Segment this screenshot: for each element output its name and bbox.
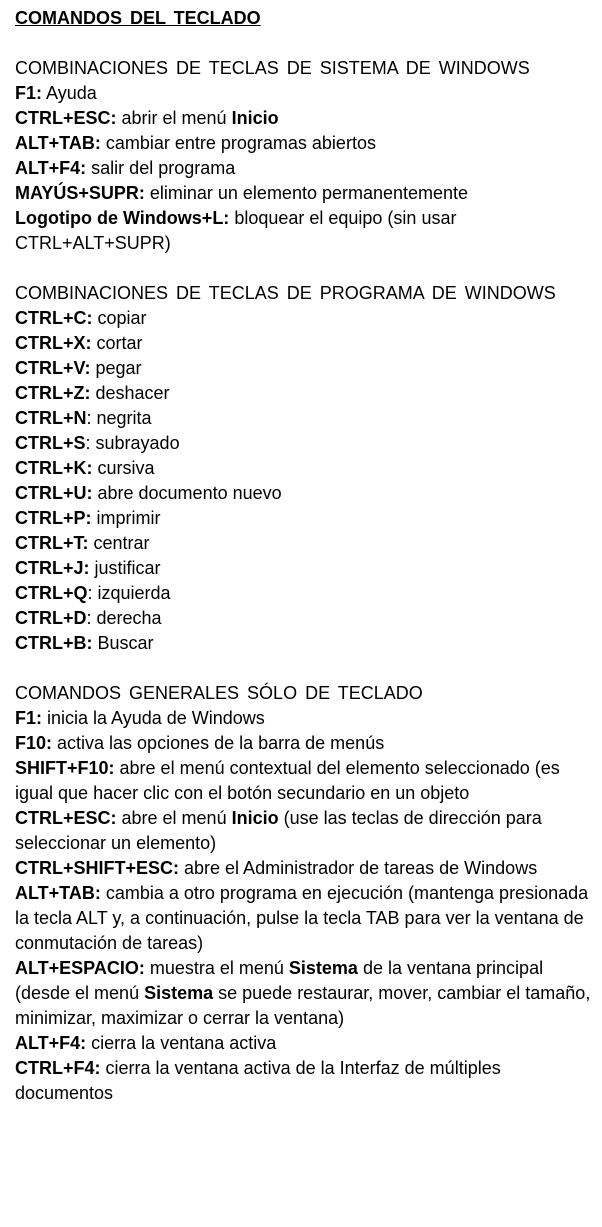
- shortcut-description: deshacer: [90, 383, 170, 403]
- shortcut-entry: [15, 406, 592, 431]
- shortcut-entry: [15, 856, 592, 881]
- shortcut-description: de la ventana principal (desde el menú: [15, 958, 544, 1003]
- section-spacer: [15, 256, 592, 281]
- shortcut-description: : derecha: [86, 608, 162, 628]
- shortcut-entry: [15, 356, 592, 381]
- document-title: COMANDOS DEL TECLADO: [15, 8, 261, 28]
- shortcut-key: CTRL+D: [15, 608, 87, 628]
- shortcut-key: CTRL+ESC:: [15, 108, 117, 128]
- shortcut-key: CTRL+F4:: [15, 1058, 101, 1078]
- shortcut-entry: [15, 156, 592, 181]
- shortcut-description: cambia a otro programa en ejecución (mantenga presionada la tecla ALT y, a continuación, pulse la tecla TAB para ver la ventana de conmutación de tareas): [15, 883, 589, 953]
- shortcut-description: abre el menú: [116, 808, 232, 828]
- shortcut-key: CTRL+B:: [15, 633, 93, 653]
- shortcut-description: : negrita: [86, 408, 152, 428]
- emphasized-term: Sistema: [144, 983, 214, 1003]
- shortcut-entry: [15, 756, 592, 806]
- shortcut-description: inicia la Ayuda de Windows: [42, 708, 265, 728]
- shortcut-key: CTRL+T:: [15, 533, 89, 553]
- shortcut-key: SHIFT+F10:: [15, 758, 115, 778]
- shortcut-key: CTRL+Z:: [15, 383, 91, 403]
- shortcut-entry: [15, 131, 592, 156]
- shortcut-key: MAYÚS+SUPR:: [15, 183, 145, 203]
- shortcut-key: CTRL+S: [15, 433, 86, 453]
- shortcut-description: : izquierda: [87, 583, 171, 603]
- shortcut-description: salir del programa: [86, 158, 236, 178]
- shortcut-entry: [15, 706, 592, 731]
- section-heading: COMBINACIONES DE TECLAS DE SISTEMA DE WINDOWS: [15, 58, 530, 78]
- shortcut-description: abre el Administrador de tareas de Windows: [179, 858, 538, 878]
- shortcut-description: cierra la ventana activa de la Interfaz de múltiples documentos: [15, 1058, 501, 1103]
- shortcut-entry: [15, 556, 592, 581]
- shortcut-key: CTRL+P:: [15, 508, 92, 528]
- shortcut-description: (use las teclas de dirección para seleccionar un elemento): [15, 808, 542, 853]
- shortcut-entry: [15, 881, 592, 956]
- shortcut-description: Ayuda: [42, 83, 97, 103]
- shortcut-description: abrir el menú: [116, 108, 232, 128]
- shortcut-key: CTRL+X:: [15, 333, 92, 353]
- shortcut-entry: [15, 731, 592, 756]
- shortcut-entry: [15, 531, 592, 556]
- shortcut-key: CTRL+ESC:: [15, 808, 117, 828]
- shortcut-entry: [15, 631, 592, 656]
- shortcut-entry: [15, 431, 592, 456]
- shortcut-key: ALT+ESPACIO:: [15, 958, 145, 978]
- shortcut-entry: [15, 481, 592, 506]
- section-heading: COMANDOS GENERALES SÓLO DE TECLADO: [15, 683, 423, 703]
- section-spacer: [15, 31, 592, 56]
- shortcut-entry: [15, 1056, 592, 1106]
- shortcut-description: activa las opciones de la barra de menús: [52, 733, 385, 753]
- shortcut-entry: [15, 956, 592, 1031]
- shortcut-description: cambiar entre programas abiertos: [100, 133, 376, 153]
- shortcut-entry: [15, 81, 592, 106]
- shortcut-entry: [15, 806, 592, 856]
- shortcut-entry: [15, 381, 592, 406]
- shortcut-description: cursiva: [92, 458, 155, 478]
- shortcut-entry: [15, 606, 592, 631]
- shortcut-key: CTRL+N: [15, 408, 87, 428]
- shortcut-entry: [15, 581, 592, 606]
- shortcut-entry: [15, 1031, 592, 1056]
- shortcut-description: copiar: [92, 308, 147, 328]
- shortcut-description: se puede restaurar, mover, cambiar el tamaño, minimizar, maximizar o cerrar la ventana): [15, 983, 591, 1028]
- shortcut-key: ALT+F4:: [15, 158, 87, 178]
- section-heading: COMBINACIONES DE TECLAS DE PROGRAMA DE WINDOWS: [15, 283, 556, 303]
- emphasized-term: Sistema: [288, 958, 358, 978]
- shortcut-description: cierra la ventana activa: [86, 1033, 277, 1053]
- shortcut-key: ALT+F4:: [15, 1033, 87, 1053]
- shortcut-key: ALT+TAB:: [15, 133, 101, 153]
- shortcut-key: F1:: [15, 83, 42, 103]
- shortcut-key: CTRL+K:: [15, 458, 93, 478]
- shortcut-description: pegar: [90, 358, 142, 378]
- shortcut-key: CTRL+U:: [15, 483, 93, 503]
- shortcut-entry: [15, 106, 592, 131]
- shortcut-description: abre documento nuevo: [92, 483, 282, 503]
- shortcut-key: ALT+TAB:: [15, 883, 101, 903]
- emphasized-term: Inicio: [231, 108, 279, 128]
- shortcut-entry: [15, 306, 592, 331]
- shortcut-key: CTRL+C:: [15, 308, 93, 328]
- shortcut-description: abre el menú contextual del elemento seleccionado (es igual que hacer clic con el botón secundario en un objeto: [15, 758, 560, 803]
- shortcut-description: bloquear el equipo (sin usar CTRL+ALT+SUPR): [15, 208, 457, 253]
- shortcut-description: eliminar un elemento permanentemente: [144, 183, 469, 203]
- shortcut-key: F10:: [15, 733, 53, 753]
- shortcut-key: CTRL+Q: [15, 583, 88, 603]
- shortcut-description: cortar: [91, 333, 143, 353]
- section-spacer: [15, 656, 592, 681]
- shortcut-description: Buscar: [92, 633, 154, 653]
- shortcut-key: F1:: [15, 708, 42, 728]
- shortcut-entry: [15, 506, 592, 531]
- shortcut-entry: [15, 331, 592, 356]
- shortcut-key: CTRL+V:: [15, 358, 91, 378]
- shortcut-description: muestra el menú: [144, 958, 289, 978]
- shortcut-description: centrar: [88, 533, 150, 553]
- shortcut-entry: [15, 456, 592, 481]
- shortcut-key: Logotipo de Windows+L:: [15, 208, 230, 228]
- shortcut-description: justificar: [89, 558, 161, 578]
- sections-container: [15, 31, 592, 1106]
- shortcut-entry: [15, 181, 592, 206]
- shortcut-entry: [15, 206, 592, 256]
- shortcut-key: CTRL+J:: [15, 558, 90, 578]
- shortcut-key: CTRL+SHIFT+ESC:: [15, 858, 180, 878]
- shortcut-description: : subrayado: [85, 433, 180, 453]
- shortcut-description: imprimir: [91, 508, 161, 528]
- emphasized-term: Inicio: [231, 808, 279, 828]
